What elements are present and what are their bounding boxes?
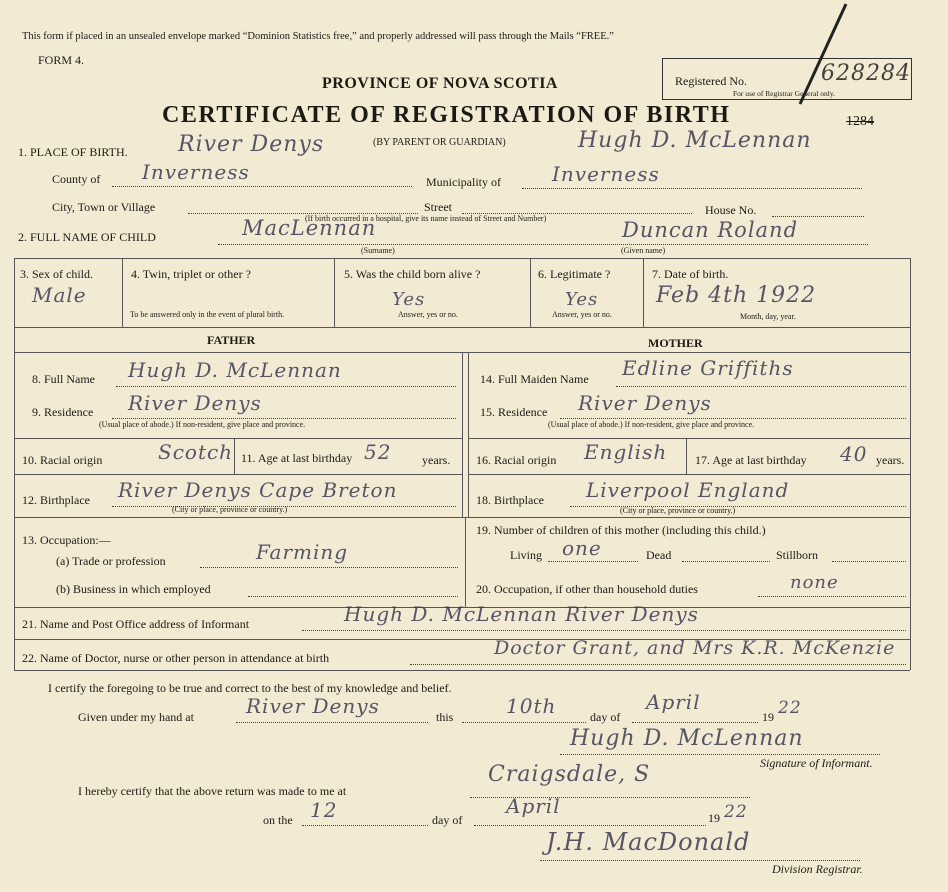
- struck-number: 1284: [846, 114, 874, 129]
- mother-residence-value: River Denys: [578, 391, 712, 415]
- field-line: [560, 754, 880, 755]
- division-registrar-label: Division Registrar.: [772, 862, 863, 876]
- date-label: 7. Date of birth.: [652, 267, 729, 281]
- mother-years-label: years.: [876, 453, 905, 467]
- twin-note: To be answered only in the event of plural birth.: [130, 310, 285, 319]
- county-value: Inverness: [142, 160, 250, 184]
- certify-day-of-label: day of: [590, 710, 621, 724]
- field-line: [410, 664, 906, 665]
- certify-day-value: 10th: [506, 694, 557, 718]
- informant-value: Hugh D. McLennan River Denys: [344, 602, 699, 626]
- field-line: [248, 596, 458, 597]
- sex-value: Male: [32, 283, 87, 307]
- field-line: [112, 418, 456, 419]
- col-rule: [122, 258, 123, 327]
- county-label: County of: [52, 172, 101, 186]
- field-line: [832, 561, 906, 562]
- certify-year-value: 22: [778, 698, 802, 718]
- field-line: [236, 722, 428, 723]
- father-birthplace-label: 12. Birthplace: [22, 493, 90, 507]
- row-rule: [14, 352, 910, 353]
- registered-label: Registered No.: [675, 74, 747, 88]
- mother-racial-value: English: [584, 440, 668, 464]
- col-rule: [643, 258, 644, 327]
- on-the-label: on the: [263, 813, 293, 827]
- field-line: [116, 386, 456, 387]
- field-line: [632, 722, 758, 723]
- mail-notice: This form if placed in an unsealed envelope marked “Dominion Statistics free,” and properly addressed will pass through the Mails “FREE.”: [22, 31, 614, 42]
- father-residence-label: 9. Residence: [32, 405, 94, 419]
- mother-abode-note: (Usual place of abode.) If non-resident, give place and province.: [548, 420, 755, 429]
- child-given-name: Duncan Roland: [622, 218, 799, 242]
- right-border: [910, 258, 911, 670]
- trade-value: Farming: [256, 540, 349, 564]
- this-label: this: [436, 710, 454, 724]
- col-rule: [334, 258, 335, 327]
- row-rule: [468, 474, 910, 475]
- mother-birthplace-label: 18. Birthplace: [476, 493, 544, 507]
- father-age-label: 11. Age at last birthday: [241, 451, 353, 465]
- col-rule: [686, 438, 687, 474]
- stillborn-label: Stillborn: [776, 548, 819, 562]
- given-under-label: Given under my hand at: [78, 710, 194, 724]
- surname-note: (Surname): [361, 246, 395, 255]
- informant-signature: Hugh D. McLennan: [570, 726, 804, 751]
- parent-divider: [462, 352, 463, 517]
- parent-signature-top: Hugh D. McLennan: [578, 128, 812, 153]
- twin-label: 4. Twin, triplet or other ?: [131, 267, 251, 281]
- father-residence-value: River Denys: [128, 391, 262, 415]
- registrar-year-value: 22: [724, 802, 748, 822]
- sex-label: 3. Sex of child.: [20, 267, 93, 281]
- field-line: [540, 860, 860, 861]
- municipality-label: Municipality of: [426, 175, 501, 189]
- children-count-label: 19. Number of children of this mother (including this child.): [476, 523, 766, 537]
- mother-occupation-label: 20. Occupation, if other than household duties: [476, 582, 698, 596]
- mother-birthplace-note: (City or place, province or country.): [620, 506, 736, 515]
- field-line: [616, 386, 906, 387]
- col-rule: [234, 438, 235, 474]
- field-line: [548, 561, 638, 562]
- dead-label: Dead: [646, 548, 672, 562]
- field-line: [682, 561, 770, 562]
- father-age-value: 52: [364, 440, 392, 464]
- child-surname: MacLennan: [242, 216, 377, 240]
- given-place-value: River Denys: [246, 694, 380, 718]
- date-note: Month, day, year.: [740, 312, 796, 321]
- certificate-title: CERTIFICATE OF REGISTRATION OF BIRTH: [162, 102, 731, 128]
- pen-stroke-mark: [780, 0, 860, 110]
- mother-racial-label: 16. Racial origin: [476, 453, 557, 467]
- father-name-value: Hugh D. McLennan: [128, 358, 342, 382]
- col-rule: [530, 258, 531, 327]
- place-of-birth-value: River Denys: [178, 132, 325, 157]
- trade-label: (a) Trade or profession: [56, 554, 166, 568]
- city-label: City, Town or Village: [52, 200, 156, 214]
- father-name-label: 8. Full Name: [32, 372, 95, 386]
- field-line: [474, 825, 706, 826]
- certify-month-value: April: [646, 690, 701, 714]
- child-name-line: [218, 244, 868, 245]
- legitimate-value: Yes: [565, 289, 599, 310]
- row-rule: [14, 670, 910, 671]
- house-line: [772, 216, 864, 217]
- registrar-signature: J.H. MacDonald: [546, 828, 751, 856]
- legitimate-note: Answer, yes or no.: [552, 310, 612, 319]
- row-rule: [468, 438, 910, 439]
- mother-age-value: 40: [840, 442, 868, 466]
- province-heading: PROVINCE OF NOVA SCOTIA: [322, 75, 558, 92]
- doctor-label: 22. Name of Doctor, nurse or other person in attendance at birth: [22, 651, 330, 665]
- mother-name-value: Edline Griffiths: [622, 356, 794, 380]
- living-value: one: [562, 536, 602, 560]
- child-name-label: 2. FULL NAME OF CHILD: [18, 230, 156, 244]
- mother-residence-label: 15. Residence: [480, 405, 548, 419]
- municipality-line: [522, 188, 862, 189]
- living-label: Living: [510, 548, 542, 562]
- certify-year-prefix: 19: [762, 710, 774, 724]
- father-racial-value: Scotch: [158, 440, 234, 464]
- business-label: (b) Business in which employed: [56, 582, 211, 596]
- alive-value: Yes: [392, 289, 426, 310]
- father-racial-label: 10. Racial origin: [22, 453, 103, 467]
- registrar-use-note: For use of Registrar General only.: [733, 89, 835, 98]
- row-rule: [14, 474, 462, 475]
- registrar-place-value: Craigsdale, S: [488, 762, 651, 787]
- mother-occupation-value: none: [790, 572, 839, 593]
- registrar-day-of-label: day of: [432, 813, 463, 827]
- row-rule: [14, 438, 462, 439]
- place-of-birth-label: 1. PLACE OF BIRTH.: [18, 145, 128, 159]
- house-label: House No.: [705, 203, 757, 217]
- mother-heading: MOTHER: [648, 336, 703, 350]
- row-rule: [14, 517, 910, 518]
- date-value: Feb 4th 1922: [656, 283, 817, 308]
- street-label: Street: [424, 200, 452, 214]
- mother-name-label: 14. Full Maiden Name: [480, 372, 589, 386]
- mother-birthplace-value: Liverpool England: [586, 478, 790, 502]
- left-border: [14, 258, 15, 670]
- field-line: [302, 825, 428, 826]
- informant-label: 21. Name and Post Office address of Informant: [22, 617, 250, 631]
- hospital-note: (If birth occurred in a hospital, give its name instead of Street and Number): [305, 214, 547, 223]
- row-rule: [14, 327, 910, 328]
- signature-informant-label: Signature of Informant.: [760, 756, 873, 770]
- field-line: [302, 630, 906, 631]
- registered-number: 628284: [821, 61, 911, 86]
- father-heading: FATHER: [207, 333, 256, 347]
- certify-statement: I certify the foregoing to be true and correct to the best of my knowledge and belief.: [48, 681, 452, 695]
- father-years-label: years.: [422, 453, 451, 467]
- alive-note: Answer, yes or no.: [398, 310, 458, 319]
- form-number: FORM 4.: [38, 53, 85, 67]
- registrar-day-value: 12: [310, 798, 338, 822]
- legitimate-label: 6. Legitimate ?: [538, 267, 611, 281]
- registrar-statement: I hereby certify that the above return was made to me at: [78, 784, 347, 798]
- row-rule: [14, 258, 910, 259]
- county-line: [112, 186, 412, 187]
- alive-label: 5. Was the child born alive ?: [344, 267, 481, 281]
- parent-divider: [468, 352, 469, 517]
- field-line: [758, 596, 906, 597]
- registrar-month-value: April: [506, 794, 561, 818]
- father-abode-note: (Usual place of abode.) If non-resident, give place and province.: [99, 420, 306, 429]
- col-rule: [465, 517, 466, 607]
- by-parent-note: (BY PARENT OR GUARDIAN): [373, 137, 506, 148]
- doctor-value: Doctor Grant, and Mrs K.R. McKenzie: [494, 637, 896, 659]
- field-line: [560, 418, 906, 419]
- mother-age-label: 17. Age at last birthday: [695, 453, 807, 467]
- field-line: [462, 722, 586, 723]
- municipality-value: Inverness: [552, 162, 660, 186]
- given-note: (Given name): [621, 246, 666, 255]
- father-birthplace-note: (City or place, province or country.): [172, 505, 288, 514]
- occupation-label: 13. Occupation:—: [22, 533, 111, 547]
- father-birthplace-value: River Denys Cape Breton: [118, 478, 398, 502]
- field-line: [200, 567, 458, 568]
- registrar-year-prefix: 19: [708, 811, 720, 825]
